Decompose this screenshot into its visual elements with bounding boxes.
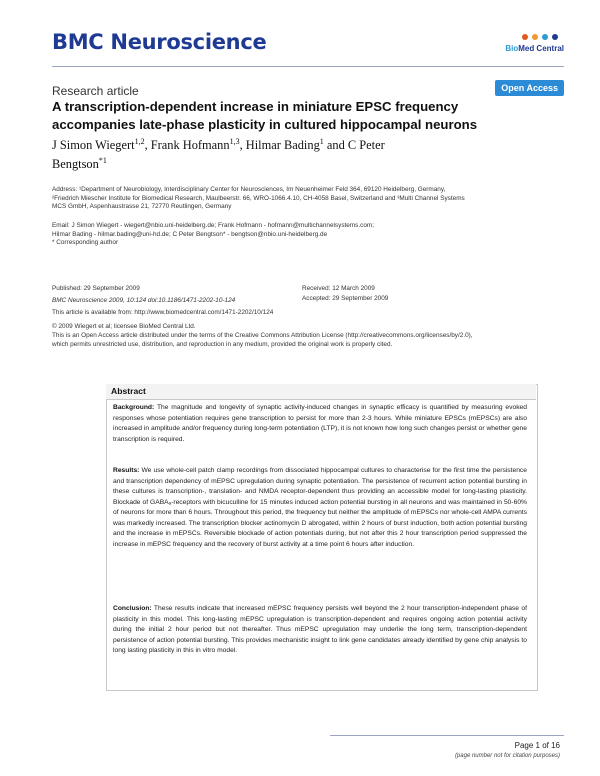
abstract-results: Results: We use whole-cell patch clamp recordings from dissociated hippocampal cultures to characterise for the first time the persistence and transcription dependency of mEPSC upregulation during synaptic potentiation. The persistence of recurrent action potential bursting in these cultures is transcription-, translation- and NMDA receptor-dependent thus providing an accessible model for long-lasting plasticity. Blockade of GABAₐ-receptors with bicuculline for 15 minutes induced action potential bursting in all neurons and was maintained in 50-60% of neurons for more than 6 hours. Throughout this period, the frequency but neither the amplitude of mEPSCs nor whole-cell AMPA currents was markedly increased. The transcription blocker actinomycin D abrogated, within 2 hours of burst induction, both action potential bursting and the increase in mEPSCs. Reversible blockade of action potentials during, but not after this 2 hour transcription period suppressed the increase in mEPSC frequency and the recovery of burst activity at a time point 6 hours after induction. (113, 467, 527, 548)
author-affiliation-marker: *1 (98, 156, 107, 166)
affiliation-address: Address: ¹Department of Neurobiology, Interdisciplinary Center for Neurosciences, Im Neuenheimer Feld 364, 69120 Heidelberg, Germany, ²Friedrich Miescher Institute for Biomedical Research, Maulbeerstr. 66, WRO-1066.4.10, CH-4058 Basel, Switzerland and ³Multi Channel Systems MCS GmbH, Aspenhaustrasse 21, 72770 Reutlingen, Germany (52, 186, 465, 211)
biomed-central-logo: BioMed Central (505, 34, 564, 53)
license-text: This is an Open Access article distributed under the terms of the Creative Commons Attribution License (http://creativecommons.org/licenses/by/2.0), which permits unrestricted use, distribution, and reproduction in any medium, provided the original work is properly cited. (52, 332, 473, 348)
author-emails (52, 222, 552, 248)
article-title: A transcription-dependent increase in miniature EPSC frequency accompanies late-phase plasticity in cultured hippocampal neurons (52, 99, 478, 132)
header-divider (52, 66, 564, 67)
abstract-conclusion: Conclusion: These results indicate that increased mEPSC frequency persists well beyond the 2 hour transcription-independent phase of plasticity in this model. This long-lasting mEPSC upregulation is transcription-dependent and requires ongoing action potential activity during the initial 2 hour period but not thereafter. Thus mEPSC upregulation may underlie the long term, transcription-dependent persistence of action potential bursting. This provides mechanistic insight to link gene candidates already identified by gene chip analysis to long lasting plasticity in this in vitro model. (113, 605, 527, 654)
email-line[interactable]: Hilmar Bading - hilmar.bading@uni-hd.de; C Peter Bengtson* - bengtson@nbio.uni-heidelberg.de (52, 230, 328, 238)
open-access-badge: Open Access (495, 80, 564, 96)
accepted-date: Accepted: 29 September 2009 (302, 295, 389, 302)
article-url[interactable]: This article is available from: http://www.biomedcentral.com/1471-2202/10/124 (52, 309, 274, 316)
footer-divider (330, 735, 564, 736)
citation: BMC Neuroscience 2009, 10:124 doi:10.1186/1471-2202-10-124 (52, 297, 236, 304)
received-date: Received: 12 March 2009 (302, 285, 375, 292)
author-name: J Simon Wiegert (52, 138, 135, 153)
abstract-background: Background: The magnitude and longevity of synaptic activity-induced changes in synaptic efficacy is quantified by measuring evoked responses whose potentiation requires gene transcription to persist for more than 2-3 hours. While miniature EPSCs (mEPSCs) are also increased in amplitude and/or frequency during long-term potentiation (LTP), it is not known how long such changes persist or whether gene transcription is required. (113, 404, 527, 443)
page-number: Page 1 of 16 (514, 741, 560, 750)
corresponding-author-note: * Corresponding author (52, 239, 119, 247)
author-name: Hilmar Bading (245, 138, 320, 153)
published-date: Published: 29 September 2009 (52, 285, 140, 292)
author-affiliation-marker: 1,2 (134, 137, 145, 146)
abstract-header: Abstract (106, 384, 536, 400)
page-number-note: (page number not for citation purposes) (454, 753, 560, 759)
author-affiliation-marker: 1 (319, 137, 324, 146)
author-name: Peter Bengtson (52, 138, 385, 172)
author-affiliation-marker: 1,3 (229, 137, 240, 146)
author-name: Frank Hofmann (150, 138, 230, 153)
article-type: Research article (52, 84, 139, 98)
copyright: © 2009 Wiegert et al; licensee BioMed Central Ltd. (52, 323, 196, 330)
biomed-central-logo-icon (516, 34, 564, 42)
email-line[interactable]: Email: J Simon Wiegert - wiegert@nbio.uni-heidelberg.de; Frank Hofmann - hofmann@multichannelsystems.com; (52, 222, 374, 229)
journal-title: BMC Neuroscience (52, 30, 267, 54)
author-list: J Simon Wiegert$^{1,2}$, Frank Hofmann$^{1,3}$, Hilmar Bading$^1$ and C Peter Bengtson$^{*1}$ (52, 137, 385, 172)
